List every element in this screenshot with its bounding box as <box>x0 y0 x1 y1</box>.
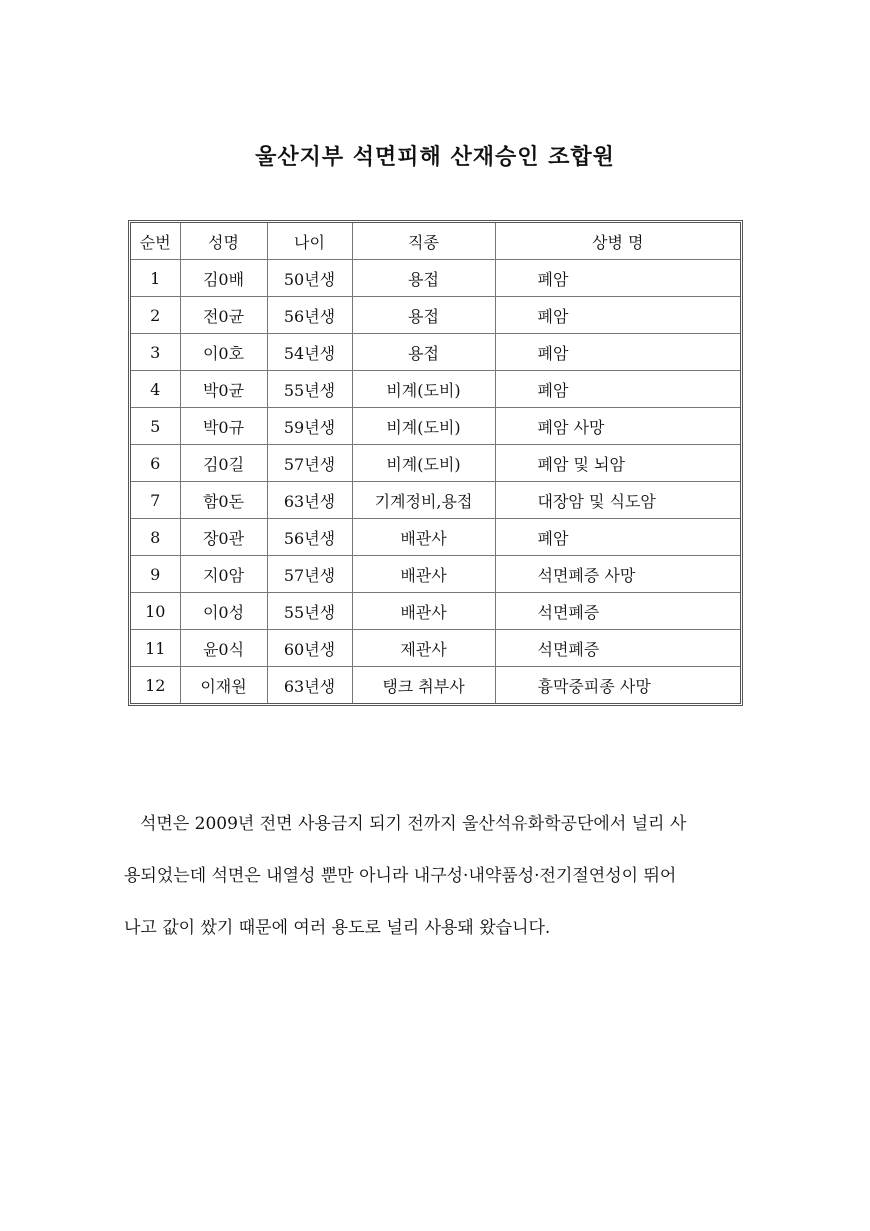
table-row <box>131 667 740 704</box>
cell-number: 2 <box>131 297 180 334</box>
cell-disease: 석면폐증 <box>495 630 740 667</box>
table-body <box>131 260 740 704</box>
table-header-row <box>131 223 740 260</box>
cell-disease: 대장암 및 식도암 <box>495 482 740 519</box>
cell-age: 50년생 <box>267 260 352 297</box>
cell-age: 57년생 <box>267 556 352 593</box>
cell-name: 김0배 <box>180 260 267 297</box>
cell-occupation: 탱크 취부사 <box>352 667 495 704</box>
cell-number: 6 <box>131 445 180 482</box>
table-row <box>131 630 740 667</box>
cell-age: 54년생 <box>267 334 352 371</box>
cell-age: 55년생 <box>267 593 352 630</box>
table-row <box>131 371 740 408</box>
table-row <box>131 408 740 445</box>
cell-name: 함0돈 <box>180 482 267 519</box>
cell-occupation: 용접 <box>352 297 495 334</box>
cell-name: 이0성 <box>180 593 267 630</box>
cell-disease: 흉막중피종 사망 <box>495 667 740 704</box>
cell-age: 55년생 <box>267 371 352 408</box>
cell-disease: 석면폐증 사망 <box>495 556 740 593</box>
cell-occupation: 배관사 <box>352 556 495 593</box>
cell-number: 12 <box>131 667 180 704</box>
cell-age: 63년생 <box>267 482 352 519</box>
table-row <box>131 482 740 519</box>
cell-name: 김0길 <box>180 445 267 482</box>
cell-number: 8 <box>131 519 180 556</box>
cell-number: 10 <box>131 593 180 630</box>
body-paragraph <box>124 798 746 954</box>
asbestos-victims-table-frame <box>128 220 743 706</box>
cell-number: 4 <box>131 371 180 408</box>
cell-occupation: 비계(도비) <box>352 371 495 408</box>
cell-name: 이0호 <box>180 334 267 371</box>
cell-age: 60년생 <box>267 630 352 667</box>
cell-name: 박0규 <box>180 408 267 445</box>
asbestos-victims-table <box>131 223 740 703</box>
cell-occupation: 배관사 <box>352 519 495 556</box>
cell-number: 1 <box>131 260 180 297</box>
header-disease: 상병 명 <box>495 223 740 260</box>
cell-disease: 폐암 사망 <box>495 408 740 445</box>
cell-age: 57년생 <box>267 445 352 482</box>
cell-name: 이재원 <box>180 667 267 704</box>
cell-name: 전0균 <box>180 297 267 334</box>
paragraph-line: 석면은 2009년 전면 사용금지 되기 전까지 울산석유화학공단에서 널리 사 <box>140 814 687 834</box>
cell-occupation: 용접 <box>352 334 495 371</box>
cell-number: 11 <box>131 630 180 667</box>
header-number: 순번 <box>131 223 180 260</box>
cell-age: 59년생 <box>267 408 352 445</box>
table-row <box>131 593 740 630</box>
table-row <box>131 445 740 482</box>
cell-disease: 폐암 <box>495 519 740 556</box>
cell-number: 7 <box>131 482 180 519</box>
paragraph-line: 나고 값이 쌌기 때문에 여러 용도로 널리 사용돼 왔습니다. <box>124 918 551 938</box>
cell-occupation: 용접 <box>352 260 495 297</box>
cell-disease: 폐암 <box>495 371 740 408</box>
cell-number: 3 <box>131 334 180 371</box>
cell-disease: 폐암 및 뇌암 <box>495 445 740 482</box>
cell-age: 63년생 <box>267 667 352 704</box>
cell-name: 장0관 <box>180 519 267 556</box>
cell-age: 56년생 <box>267 297 352 334</box>
cell-name: 윤0식 <box>180 630 267 667</box>
paragraph-line: 용되었는데 석면은 내열성 뿐만 아니라 내구성·내약품성·전기절연성이 뛰어 <box>124 866 677 886</box>
header-occupation: 직종 <box>352 223 495 260</box>
cell-occupation: 비계(도비) <box>352 445 495 482</box>
table-row <box>131 519 740 556</box>
cell-occupation: 배관사 <box>352 593 495 630</box>
cell-occupation: 제관사 <box>352 630 495 667</box>
page-title: 울산지부 석면피해 산재승인 조합원 <box>255 144 615 170</box>
header-age: 나이 <box>267 223 352 260</box>
table-row <box>131 556 740 593</box>
cell-age: 56년생 <box>267 519 352 556</box>
cell-disease: 석면폐증 <box>495 593 740 630</box>
cell-occupation: 비계(도비) <box>352 408 495 445</box>
table-row <box>131 260 740 297</box>
cell-disease: 폐암 <box>495 260 740 297</box>
cell-disease: 폐암 <box>495 334 740 371</box>
cell-disease: 폐암 <box>495 297 740 334</box>
table-row <box>131 334 740 371</box>
cell-name: 지0암 <box>180 556 267 593</box>
cell-number: 9 <box>131 556 180 593</box>
cell-number: 5 <box>131 408 180 445</box>
cell-occupation: 기계정비,용접 <box>352 482 495 519</box>
header-name: 성명 <box>180 223 267 260</box>
cell-name: 박0균 <box>180 371 267 408</box>
table-row <box>131 297 740 334</box>
